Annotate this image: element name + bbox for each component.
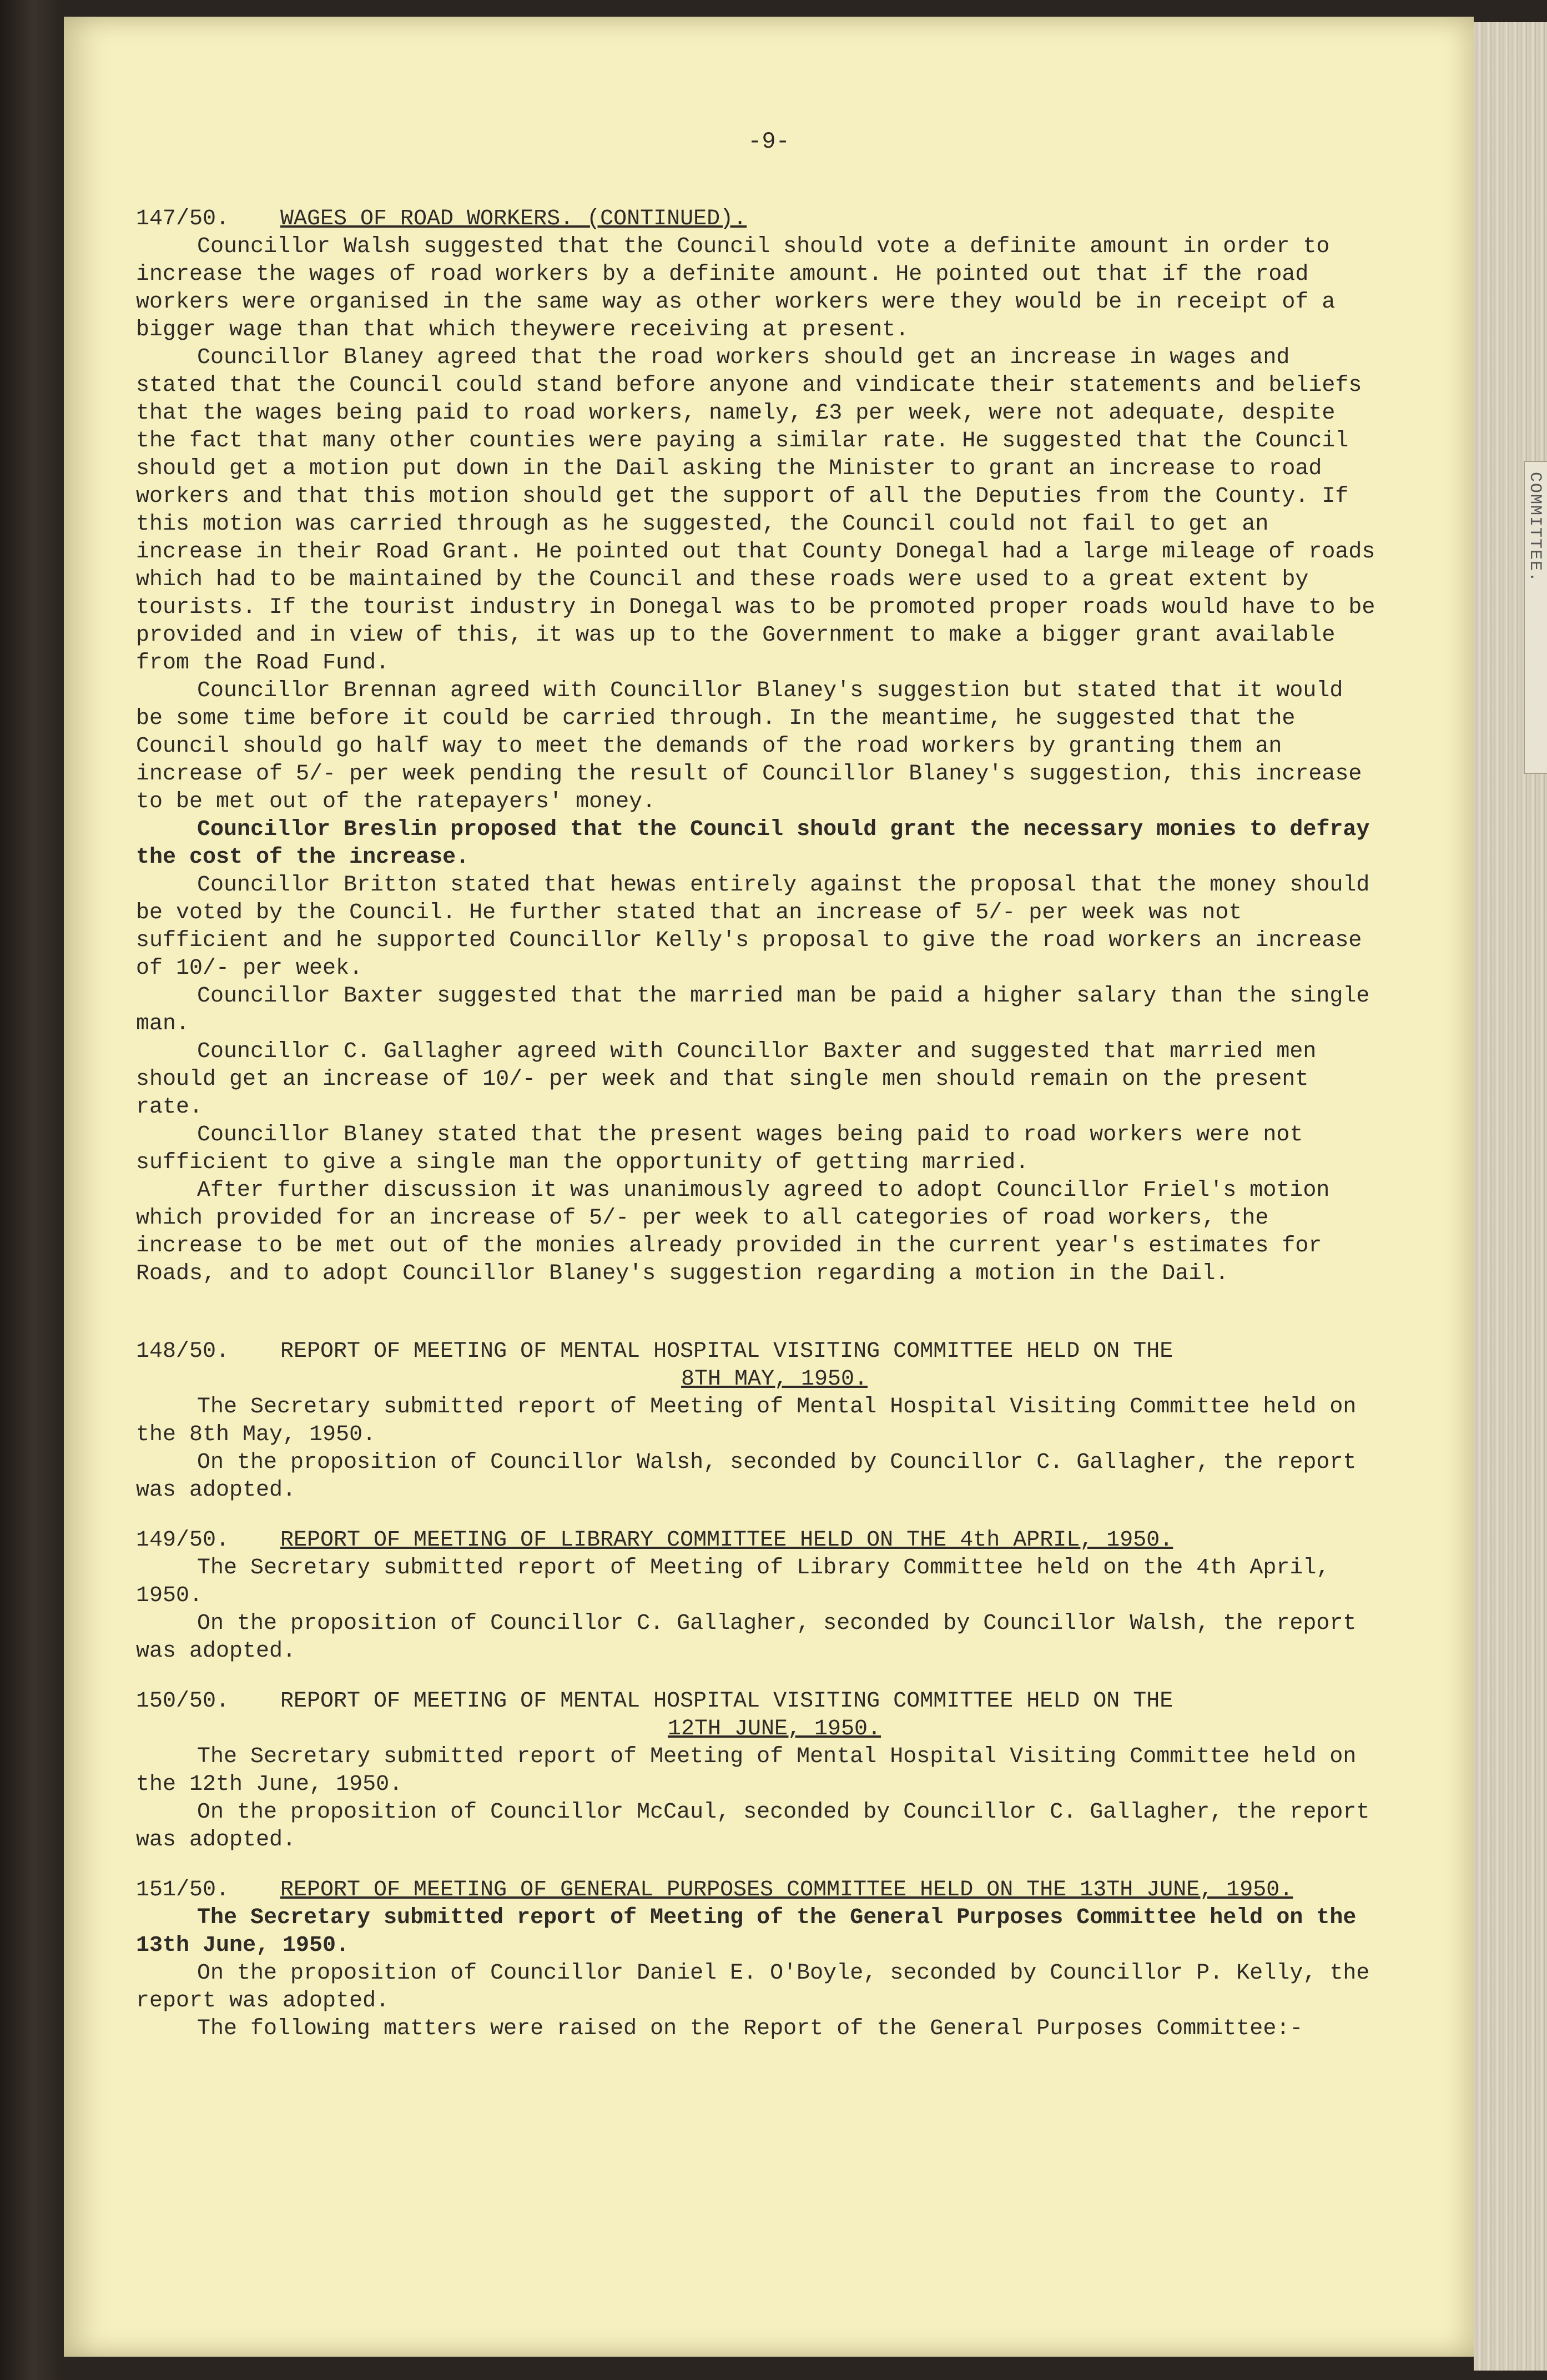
item-title: REPORT OF MEETING OF MENTAL HOSPITAL VISITING COMMITTEE HELD ON THE: [280, 1689, 1173, 1714]
item-title-date: 8TH MAY, 1950.: [681, 1367, 868, 1392]
paragraph: Councillor Blaney stated that the present wages being paid to road workers were not sufficient to give a single man the opportunity of getting married.: [136, 1123, 1303, 1175]
paragraph: On the proposition of Councillor C. Gallagher, seconded by Councillor Walsh, the report was adopted.: [136, 1611, 1357, 1664]
item-150: [136, 1688, 1379, 1854]
item-number: 149/50.: [136, 1528, 230, 1553]
item-title-date: 12TH JUNE, 1950.: [667, 1717, 881, 1742]
paragraph: The Secretary submitted report of Meeting of Mental Hospital Visiting Committee held on the 8th May, 1950.: [136, 1395, 1357, 1447]
item-number: 151/50.: [136, 1878, 230, 1903]
item-title: REPORT OF MEETING OF LIBRARY COMMITTEE HELD ON THE 4th APRIL, 1950.: [280, 1528, 1173, 1553]
item-149: [136, 1527, 1379, 1666]
item-148: [136, 1338, 1379, 1505]
item-title: WAGES OF ROAD WORKERS. (CONTINUED).: [280, 207, 747, 232]
index-tab-label: COMMITTEE.: [1525, 472, 1544, 583]
document-body: [136, 128, 1379, 2043]
paragraph: Councillor C. Gallagher agreed with Councillor Baxter and suggested that married men should get an increase of 10/- per week and that single men should remain on the present rate.: [136, 1039, 1317, 1120]
paragraph: Councillor Blaney agreed that the road workers should get an increase in wages and stated that the Council could stand before anyone and vindicate their statements and beliefs that the wages being paid to road workers, namely, £3 per week, were not adequate, despite the fact that many other counties were paying a similar rate. He suggested that the Council should get a motion put down in the Dail asking the Minister to grant an increase to road workers and that this motion should get the support of all the Deputies from the County. If this motion was carried through as he suggested, the Council could not fail to get an increase in their Road Grant. He pointed out that County Donegal had a large mileage of roads which had to be maintained by the Council and these roads were used to a great extent by tourists. If the tourist industry in Donegal was to be promoted proper roads would have to be provided and in view of this, it was up to the Government to make a bigger grant available from the Road Fund.: [136, 345, 1375, 676]
binding-edge: [1474, 22, 1547, 2371]
paragraph: On the proposition of Councillor Daniel E. O'Boyle, seconded by Councillor P. Kelly, the report was adopted.: [136, 1961, 1370, 2014]
item-heading: [136, 1688, 1379, 1743]
paragraph: On the proposition of Councillor McCaul, seconded by Councillor C. Gallagher, the report was adopted.: [136, 1800, 1370, 1853]
paragraph: The Secretary submitted report of Meeting of Library Committee held on the 4th April, 1950.: [136, 1556, 1330, 1608]
paragraph: Councillor Breslin proposed that the Council should grant the necessary monies to defray the cost of the increase.: [136, 817, 1370, 870]
item-147: [136, 205, 1379, 1288]
item-heading: [136, 205, 1379, 233]
item-heading: [136, 1527, 1379, 1554]
paragraph: After further discussion it was unanimously agreed to adopt Councillor Friel's motion which provided for an increase of 5/- per week to all categories of road workers, the increase to be met out of the monies already provided in the current year's estimates for Roads, and to adopt Councillor Blaney's suggestion regarding a motion in the Dail.: [136, 1178, 1330, 1286]
item-number: 148/50.: [136, 1339, 230, 1364]
paragraph: On the proposition of Councillor Walsh, seconded by Councillor C. Gallagher, the report was adopted.: [136, 1450, 1357, 1503]
paragraph: The following matters were raised on the Report of the General Purposes Committee:-: [197, 2016, 1303, 2041]
paragraph: Councillor Brennan agreed with Councillor Blaney's suggestion but stated that it would be some time before it could be carried through. In the meantime, he suggested that the Council should go half way to meet the demands of the road workers by granting them an increase of 5/- per week pending the result of Councillor Blaney's suggestion, this increase to be met out of the ratepayers' money.: [136, 678, 1362, 814]
item-title: REPORT OF MEETING OF MENTAL HOSPITAL VISITING COMMITTEE HELD ON THE: [280, 1339, 1173, 1364]
item-151: [136, 1876, 1379, 2043]
item-number: 150/50.: [136, 1689, 230, 1714]
paragraph: The Secretary submitted report of Meeting of Mental Hospital Visiting Committee held on the 12th June, 1950.: [136, 1744, 1357, 1797]
paragraph: The Secretary submitted report of Meeting of the General Purposes Committee held on the 13th June, 1950.: [136, 1905, 1357, 1958]
item-number: 147/50.: [136, 207, 230, 232]
paragraph: Councillor Baxter suggested that the married man be paid a higher salary than the single man.: [136, 984, 1370, 1036]
page-number: -9-: [748, 128, 790, 155]
item-heading: [136, 1876, 1379, 1904]
item-heading: [136, 1338, 1379, 1393]
paragraph: Councillor Walsh suggested that the Council should vote a definite amount in order to increase the wages of road workers by a definite amount. He pointed out that if the road workers were organised in the same way as other workers were they would be in receipt of a bigger wage than that which theywere receiving at present.: [136, 234, 1336, 343]
paragraph: Councillor Britton stated that hewas entirely against the proposal that the money should be voted by the Council. He further stated that an increase of 5/- per week was not sufficient and he supported Councillor Kelly's proposal to give the road workers an increase of 10/- per week.: [136, 873, 1370, 981]
item-title: REPORT OF MEETING OF GENERAL PURPOSES COMMITTEE HELD ON THE 13TH JUNE, 1950.: [280, 1878, 1293, 1903]
